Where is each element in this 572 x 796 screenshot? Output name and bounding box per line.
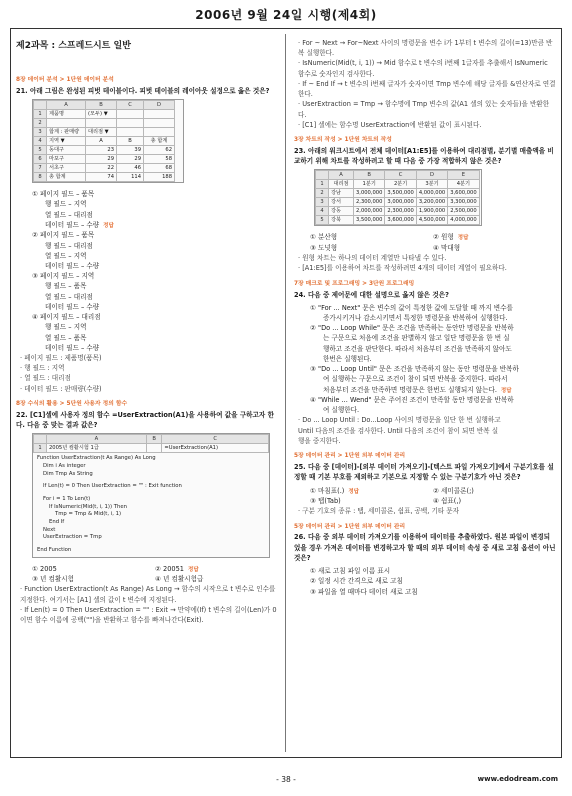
q21-pivot-figure — [32, 99, 184, 183]
q22-cell-strip: A B C 1 2005년 컴활시험 1급 =UserExtraction(A1) — [33, 434, 269, 453]
footer-url[interactable]: www.edodream.com — [477, 775, 558, 783]
answer-mark: 정답 — [188, 566, 199, 573]
q25-source: 5장 데이터 관리 > 1단원 외부 데이터 관리 — [294, 453, 406, 460]
answer-mark: 정답 — [348, 488, 360, 495]
section-title: 제2과목 : 스프레드시트 일반 — [16, 41, 131, 51]
q22-text: 22. [C1]셀에 사용자 정의 함수 =UserExtraction(A1)을 사용하여 값을 구하고자 한다. 다음 중 맞는 결과 값은? — [16, 410, 274, 430]
q21-explanation: · 페이지 필드 : 제품명(품목) · 행 필드 : 지역 · 열 필드 : 대리점 · 데이터 필드 : 판매량(수량) — [20, 353, 102, 393]
question-25 — [294, 452, 556, 516]
q23-option-3[interactable]: ③ 도넛형 — [310, 243, 338, 252]
q21-option-2[interactable]: ② 페이지 필드 – 품목 행 필드 – 대리점 열 필드 – 지역 데이터 필드 – 수량 — [32, 231, 100, 270]
q26-option-2[interactable]: ② 일정 시간 간격으로 새로 고침 — [310, 577, 403, 586]
q22-option-3[interactable]: ③ 년 컴활시험 — [32, 575, 74, 584]
q23-option-2[interactable]: ② 원형 정답 — [433, 233, 469, 242]
question-24 — [294, 280, 556, 447]
q23-text: 23. 아래의 워크시트에서 전체 데이터[A1:E5]를 이용하여 대리점별, 분기별 매출액을 비교하기 위해 차트를 작성하려고 할 때 다음 중 가장 적합하지 않은 것은? — [294, 146, 554, 166]
q25-option-4[interactable]: ④ 쉼표(,) — [433, 497, 462, 506]
q23-explanation: · 원형 차트는 하나의 데이터 계열만 나타낼 수 있다. · [A1:E5]를 이용하여 차트를 작성하려면 4개의 데이터 계열이 필요하다. — [298, 254, 507, 273]
question-22 — [16, 400, 278, 625]
q24-option-4[interactable]: ④ "While ... Wend" 문은 주어진 조건이 만족할 동안 명령문을 반복하 여 실행한다. — [310, 396, 514, 415]
q22-vba-code: Function UserExtraction(t As Range) As Long Dim i As integer Dim Tmp As String If Len(t) = 0 Then UserExtraction = "" : Exit function For i = 1 To Len(t) If IsNumeric(Mid(t, i, 1)) Then Tmp = Tmp & Mid(t, i, 1) End If Next UserExtraction = Tmp End Function — [37, 455, 182, 553]
q22-explanation-continued: · For ~ Next → For~Next 사이의 명령문을 변수 i가 1부터 t 변수의 길이(=13)만큼 반복 실행한다. · IsNumeric(Mid(t, i, 1)) → Mid 함수로 t 변수의 i번째 1글자를 추출해서 IsNumeric 함수로 숫자인지 검사한다. · If ~ End If → t 변수의 i번째 글자가 숫자이면 Tmp 변수에 해당 글자를 &연산자로 연결한다. · UserExtraction = Tmp → 함수명에 Tmp 변수의 값(A1 셀의 있는 숫자들)을 반환한다. · [C1] 셀에는 함수명 UserExtraction에 반환된 값이 표시된다. — [298, 39, 556, 129]
q26-option-3[interactable]: ③ 파일을 열 때마다 데이터 새로 고침 — [310, 587, 418, 596]
q26-text: 26. 다음 중 외부 데이터 가져오기를 이용하여 데이터를 추출하였다. 원본 파일이 변경되었을 경우 가져온 데이터를 변경하고자 할 때의 외부 데이터 속성 중 새로 고침 옵션이 아닌 것은? — [294, 533, 556, 562]
q23-source: 3장 차트의 작성 > 1단원 차트의 작성 — [294, 136, 392, 143]
q23-option-1[interactable]: ① 분산형 — [310, 233, 338, 242]
q25-option-1[interactable]: ① 마침표(.) 정답 — [310, 486, 360, 495]
left-column — [16, 36, 278, 625]
q25-explanation: · 구분 기호의 종류 : 탭, 세미콜론, 쉼표, 공백, 기타 문자 — [298, 507, 460, 516]
q24-option-2[interactable]: ② "Do ... Loop While" 문은 조건을 만족하는 동안만 명령문을 반복하 는 구문으로 처음에 조건을 판별하지 않고 일단 명령문을 한 번 실 행하고 조건을 판단한다. 따라서 처음부터 조건을 만족하지 않아도 한번은 실행된다. — [310, 324, 514, 363]
question-21 — [16, 76, 278, 394]
q22-explanation: · Function UserExtraction(t As Range) As Long → 함수의 시작으로 t 변수로 인수를 지정한다. 여기서는 [A1] 셀의 값이 t 변수에 지정된다. · If Len(t) = 0 Then UserExtraction = "" : Exit → 만약에(If) t 변수의 길이(Len)가 0이면 함수 이름에 공백("")을 반환하고 함수를 빠져나간다(Exit). — [20, 585, 277, 625]
page-number: - 38 - — [276, 775, 296, 784]
question-23 — [294, 136, 556, 274]
right-column — [294, 36, 556, 597]
q24-explanation: · Do ... Loop Until : Do...Loop 사이의 명령문을 일단 한 번 실행하고 Until 다음의 조건을 검사한다. Until 다음의 조건이 참이 되면 반복 실 행을 중지한다. — [298, 416, 501, 445]
answer-mark: 정답 — [500, 387, 512, 394]
q23-sheet-figure — [314, 169, 482, 226]
q25-option-3[interactable]: ③ 탭(Tab) — [310, 497, 341, 506]
question-26 — [294, 523, 556, 597]
q21-text: 21. 아래 그림은 완성된 피벗 테이블이다. 피벗 테이블의 레이아웃 설정으로 옳은 것은? — [16, 86, 270, 95]
q22-option-1[interactable]: ① 2005 — [32, 564, 57, 573]
answer-mark: 정답 — [457, 235, 469, 242]
q22-option-4[interactable]: ④ 년 컴활시험급 — [155, 575, 204, 584]
q22-code-figure — [32, 433, 270, 557]
q21-option-3[interactable]: ③ 페이지 필드 – 지역 행 필드 – 품목 열 필드 – 대리점 데이터 필드 – 수량 — [32, 272, 100, 311]
q24-source: 7장 매크로 및 프로그래밍 > 3단원 프로그래밍 — [294, 280, 415, 287]
column-divider — [285, 34, 286, 752]
page-title: 2006년 9월 24일 시행(제4회) — [195, 8, 377, 22]
q22-source: 8장 수식의 활용 > 5단원 사용자 정의 함수 — [16, 400, 128, 407]
q24-option-1[interactable]: ① "For ... Next" 문은 변수의 값이 특정한 값에 도달할 때 까지 변수를 증가시키거나 감소시키면서 특정한 명령문을 반복하여 실행한다. — [310, 303, 513, 322]
q24-option-3[interactable]: ③ "Do ... Loop Until" 문은 조건을 만족하지 않는 동안 명령문을 반복하 여 실행하는 구문으로 조건이 참이 되면 반복을 중지한다. 따라서 처음부터 조건을 만족하면 명령문은 한번도 실행되지 않는다. 정답 — [310, 365, 519, 394]
q23-option-4[interactable]: ④ 막대형 — [433, 243, 461, 252]
q26-option-1[interactable]: ① 새로 고침 파일 이름 표시 — [310, 567, 391, 576]
q24-text: 24. 다음 중 제어문에 대한 설명으로 옳지 않은 것은? — [294, 290, 449, 299]
q25-option-2[interactable]: ② 세미콜론(;) — [433, 486, 474, 495]
q21-source: 8장 데이터 분석 > 1단원 데이터 분석 — [16, 76, 114, 83]
q21-option-4[interactable]: ④ 페이지 필드 – 대리점 행 필드 – 지역 열 필드 – 품목 데이터 필드 – 수량 — [32, 313, 101, 352]
q21-pivot-table: A B C D 1 제품명 (모두) ▼ 2 3 합계 : 판매량 대리점 ▼ 4 지역 ▼ A B 총 합계 5 동대구 23 39 62 6 마포구 29 29 58 7 서초구 22 46 68 8 총 합계 74 114 188 — [33, 100, 175, 182]
answer-mark: 정답 — [103, 222, 114, 229]
q21-option-1[interactable]: ① 페이지 필드 – 품목 행 필드 – 지역 열 필드 – 대리점 데이터 필드 – 수량 정답 — [32, 190, 114, 229]
q26-source: 5장 데이터 관리 > 1단원 외부 데이터 관리 — [294, 523, 406, 530]
q23-sheet-table: A B C D E 1 대리점 1분기 2분기 3분기 4분기 2 강남 3,000,000 3,500,000 4,000,000 3,600,000 3 강서 2,300,000 3,000,000 3,200,000 3,300,000 4 강동 2,000,000 2,300,000 1,900,000 2,500,000 5 강북 3,500,000 3,600,000 4,500,000 4,000,000 — [315, 170, 480, 225]
q25-text: 25. 다음 중 [데이터]-[외부 데이터 가져오기]-[텍스트 파일 가져오기]에서 구분기호를 설정할 때 기본 부호를 제외하고 기본으로 지정할 수 있는 구분기호가 아닌 것은? — [294, 463, 554, 482]
q22-option-2[interactable]: ② 20051 정답 — [155, 564, 199, 573]
